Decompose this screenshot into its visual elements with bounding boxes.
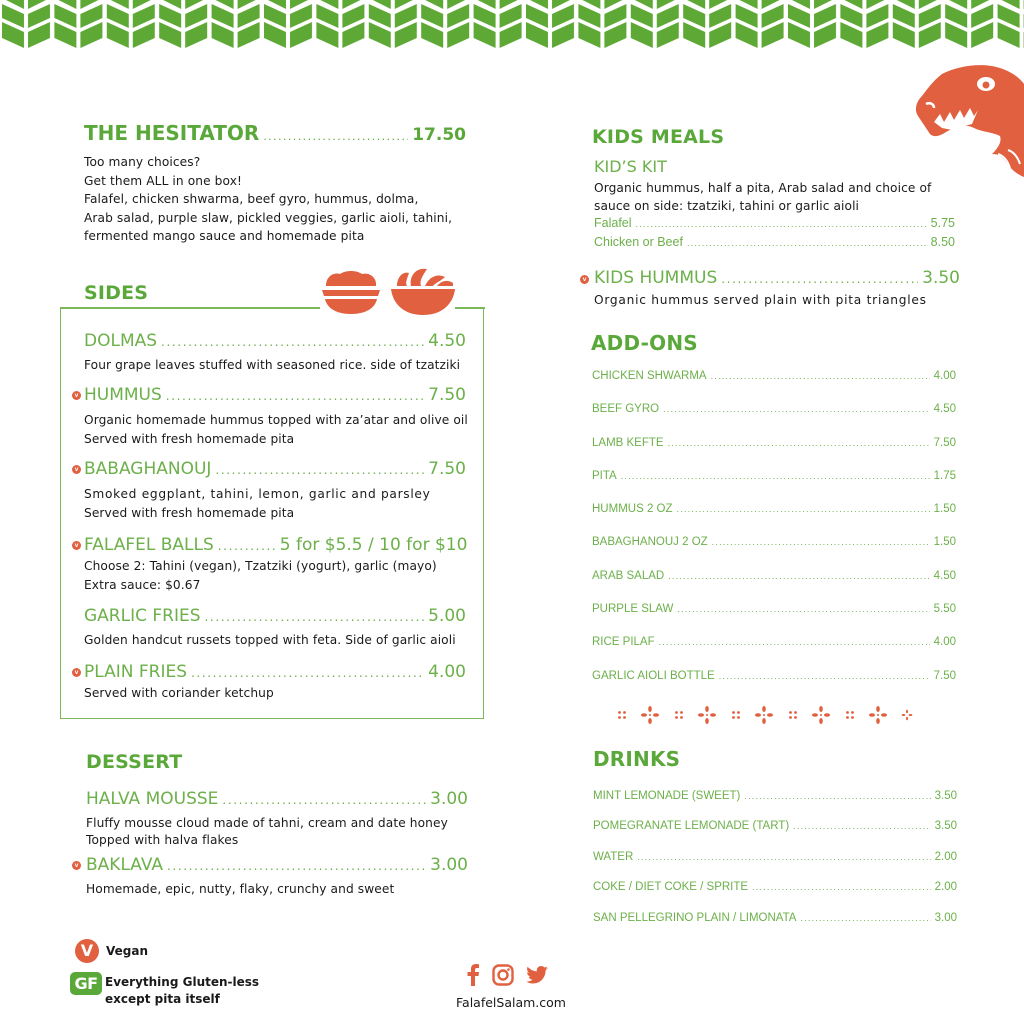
vegan-icon: v bbox=[72, 861, 81, 870]
add-on-item bbox=[592, 536, 956, 569]
option-price: 5.75 bbox=[930, 216, 955, 230]
item-price: 7.50 bbox=[428, 459, 466, 479]
item-name: KIDS HUMMUS bbox=[594, 268, 718, 288]
vegan-icon: v bbox=[72, 541, 81, 550]
drink-item bbox=[593, 790, 957, 820]
item-name: BAKLAVA bbox=[86, 855, 164, 875]
item-description bbox=[86, 880, 394, 899]
desc-line: Extra sauce: $0.67 bbox=[84, 577, 201, 592]
drink-item bbox=[593, 851, 957, 881]
leader-dots bbox=[218, 539, 276, 553]
leader-dots bbox=[263, 129, 408, 143]
item-price: 7.50 bbox=[428, 385, 466, 405]
add-on-item bbox=[592, 603, 956, 636]
item-price: 3.50 bbox=[922, 268, 960, 288]
item-description bbox=[84, 684, 274, 703]
leader-dots bbox=[793, 821, 930, 831]
leader-dots bbox=[161, 335, 424, 349]
kids-meals-heading: KIDS MEALS bbox=[592, 126, 725, 148]
item-price: 1.50 bbox=[933, 503, 956, 516]
item-name: PLAIN FRIES bbox=[84, 662, 188, 682]
hesitator-price: 17.50 bbox=[412, 125, 466, 145]
item-price: 1.50 bbox=[933, 536, 956, 549]
leader-dots bbox=[677, 604, 929, 614]
add-on-item bbox=[592, 370, 956, 403]
option-name: Falafel bbox=[594, 216, 632, 230]
leader-dots bbox=[687, 238, 927, 248]
dessert-heading: DESSERT bbox=[86, 751, 183, 773]
vegan-legend-icon: V bbox=[75, 939, 99, 963]
item-name: PITA bbox=[592, 469, 617, 482]
drinks-list bbox=[593, 790, 957, 942]
item-name: DOLMAS bbox=[84, 331, 158, 351]
gluten-free-legend-label bbox=[105, 974, 259, 1008]
hesitator-description bbox=[84, 153, 484, 246]
desc-line: Homemade, epic, nutty, flaky, crunchy and sweet bbox=[86, 882, 395, 896]
item-description bbox=[84, 631, 456, 650]
leader-dots bbox=[636, 219, 927, 229]
menu-item-garlic-fries bbox=[84, 606, 466, 626]
item-price: 4.50 bbox=[933, 569, 956, 582]
leader-dots bbox=[712, 537, 930, 547]
vegan-icon: v bbox=[72, 668, 81, 677]
gluten-free-legend-icon: GF bbox=[70, 972, 102, 995]
item-price: 5 for $5.5 / 10 for $10 bbox=[279, 535, 468, 555]
leader-dots bbox=[205, 610, 425, 624]
item-name: RICE PILAF bbox=[592, 636, 655, 649]
menu-item-babaghanouj bbox=[84, 459, 466, 479]
item-name: HUMMUS bbox=[84, 385, 162, 405]
social-links bbox=[466, 962, 556, 988]
add-on-item bbox=[592, 437, 956, 470]
add-ons-list bbox=[592, 370, 956, 703]
item-name: FALAFEL BALLS bbox=[84, 535, 214, 555]
item-name: SAN PELLEGRINO PLAIN / LIMONATA bbox=[593, 911, 797, 924]
item-price: 4.00 bbox=[933, 636, 956, 649]
leader-dots bbox=[166, 389, 424, 403]
box-border bbox=[60, 307, 320, 309]
leader-dots bbox=[621, 471, 930, 481]
leader-dots bbox=[167, 859, 426, 873]
item-name: GARLIC FRIES bbox=[84, 606, 201, 626]
add-on-item bbox=[592, 503, 956, 536]
leader-dots bbox=[663, 404, 930, 414]
item-price: 1.75 bbox=[933, 469, 956, 482]
vegan-icon: v bbox=[72, 465, 81, 474]
leader-dots bbox=[637, 852, 930, 862]
item-price: 4.00 bbox=[428, 662, 466, 682]
item-description bbox=[84, 356, 460, 375]
item-price: 3.00 bbox=[430, 855, 468, 875]
item-description bbox=[84, 411, 468, 448]
leader-dots bbox=[191, 666, 424, 680]
item-price: 3.50 bbox=[934, 790, 957, 802]
leader-dots bbox=[711, 371, 930, 381]
item-price: 3.00 bbox=[934, 911, 957, 924]
drinks-heading: DRINKS bbox=[593, 747, 681, 771]
option-price: 8.50 bbox=[930, 235, 955, 249]
facebook-icon[interactable] bbox=[466, 964, 480, 986]
vegan-legend-label: Vegan bbox=[106, 944, 148, 958]
desc-line: Served with fresh homemade pita bbox=[84, 431, 295, 446]
desc-line: Topped with halva flakes bbox=[86, 832, 239, 847]
item-name: COKE / DIET COKE / SPRITE bbox=[593, 881, 749, 894]
kids-kit-title: KID’S KIT bbox=[594, 157, 667, 176]
item-price: 2.00 bbox=[934, 881, 957, 894]
desc-line: Get them ALL in one box! bbox=[84, 173, 242, 188]
kids-kit-description bbox=[594, 179, 931, 215]
item-price: 4.50 bbox=[933, 403, 956, 416]
item-name: MINT LEMONADE (SWEET) bbox=[593, 790, 741, 802]
desc-line: Organic homemade hummus topped with za’atar and olive oil bbox=[84, 413, 468, 427]
item-name: HALVA MOUSSE bbox=[86, 789, 219, 809]
item-description bbox=[84, 485, 431, 522]
desc-line: Fluffy mousse cloud made of tahni, cream and date honey bbox=[86, 816, 448, 830]
item-price: 3.00 bbox=[430, 789, 468, 809]
hesitator-title-row bbox=[84, 121, 466, 145]
desc-line: Smoked eggplant, tahini, lemon, garlic and parsley bbox=[84, 487, 431, 501]
desc-line: Falafel, chicken shwarma, beef gyro, hummus, dolma, bbox=[84, 192, 419, 206]
item-name: WATER bbox=[593, 850, 634, 863]
box-border bbox=[455, 307, 485, 309]
menu-item-falafel-balls bbox=[84, 535, 466, 555]
leader-dots bbox=[800, 913, 930, 923]
vegan-icon: v bbox=[72, 391, 81, 400]
item-name: PURPLE SLAW bbox=[592, 603, 674, 616]
item-name: CHICKEN SHWARMA bbox=[592, 370, 707, 382]
item-name: ARAB SALAD bbox=[592, 569, 665, 582]
item-name: BABAGHANOUJ bbox=[84, 459, 212, 479]
leader-dots bbox=[752, 882, 931, 892]
item-name: POMEGRANATE LEMONADE (TART) bbox=[593, 820, 790, 833]
drink-item bbox=[593, 820, 957, 850]
desc-line: Organic hummus, half a pita, Arab salad and choice of bbox=[594, 181, 932, 195]
desc-line: Arab salad, purple slaw, pickled veggies, garlic aioli, tahini, bbox=[84, 210, 453, 225]
legend-line: Everything Gluten-less bbox=[105, 975, 260, 989]
desc-line: Too many choices? bbox=[84, 155, 201, 169]
menu-item-baklava bbox=[86, 855, 468, 875]
item-price: 3.50 bbox=[934, 820, 957, 833]
item-name: LAMB KEFTE bbox=[592, 436, 664, 449]
leader-dots bbox=[222, 793, 426, 807]
sides-heading: SIDES bbox=[84, 282, 149, 304]
item-description bbox=[86, 815, 448, 848]
option-name: Chicken or Beef bbox=[594, 235, 683, 249]
item-name: HUMMUS 2 OZ bbox=[592, 503, 673, 516]
item-price: 7.50 bbox=[933, 669, 956, 682]
add-on-item bbox=[592, 570, 956, 603]
item-price: 4.50 bbox=[428, 331, 466, 351]
desc-line: Four grape leaves stuffed with seasoned rice. side of tzatziki bbox=[84, 358, 461, 372]
item-price: 2.00 bbox=[934, 850, 957, 863]
chevron-border-decoration bbox=[0, 0, 1024, 50]
leader-dots bbox=[677, 504, 930, 514]
drink-item bbox=[593, 881, 957, 911]
leader-dots bbox=[721, 272, 918, 286]
menu-item-halva-mousse bbox=[86, 789, 468, 809]
leader-dots bbox=[719, 671, 930, 681]
vegan-icon: v bbox=[580, 275, 589, 284]
item-name: GARLIC AIOLI BOTTLE bbox=[592, 669, 715, 682]
menu-item-hummus bbox=[84, 385, 466, 405]
kids-kit-option-chicken-beef bbox=[594, 235, 955, 249]
item-name: BEEF GYRO bbox=[592, 403, 660, 416]
add-on-item bbox=[592, 636, 956, 669]
drink-item bbox=[593, 912, 957, 942]
dinosaur-illustration bbox=[912, 62, 1024, 177]
item-description: Organic hummus served plain with pita triangles bbox=[594, 293, 927, 307]
menu-item-dolmas bbox=[84, 331, 466, 351]
kids-kit-option-falafel bbox=[594, 216, 955, 230]
leader-dots bbox=[744, 791, 930, 801]
add-on-item bbox=[592, 470, 956, 503]
hesitator-title: THE HESITATOR bbox=[84, 121, 260, 145]
website-link[interactable]: FalafelSalam.com bbox=[456, 995, 566, 1010]
leader-dots bbox=[668, 438, 930, 448]
legend-line: except pita itself bbox=[105, 992, 220, 1006]
add-on-item bbox=[592, 670, 956, 703]
desc-line: fermented mango sauce and homemade pita bbox=[84, 229, 365, 243]
item-price: 5.00 bbox=[428, 606, 466, 626]
item-name: BABAGHANOUJ 2 OZ bbox=[592, 536, 708, 549]
item-price: 7.50 bbox=[933, 436, 956, 449]
menu-item-plain-fries bbox=[84, 662, 466, 682]
item-price: 4.00 bbox=[933, 370, 956, 382]
leader-dots bbox=[668, 571, 929, 581]
menu-item-kids-hummus bbox=[594, 268, 960, 288]
item-description bbox=[84, 557, 437, 594]
desc-line: sauce on side: tzatziki, tahini or garlic aioli bbox=[594, 199, 860, 213]
twitter-icon[interactable] bbox=[526, 966, 548, 984]
desc-line: Served with fresh homemade pita bbox=[84, 505, 295, 520]
instagram-icon[interactable] bbox=[492, 964, 514, 986]
leader-dots bbox=[215, 463, 424, 477]
leader-dots bbox=[659, 637, 930, 647]
ornament-divider bbox=[618, 704, 918, 726]
desc-line: Golden handcut russets topped with feta. Side of garlic aioli bbox=[84, 633, 456, 647]
desc-line: Choose 2: Tahini (vegan), Tzatziki (yogurt), garlic (mayo) bbox=[84, 559, 437, 573]
add-ons-heading: ADD-ONS bbox=[591, 331, 698, 355]
add-on-item bbox=[592, 403, 956, 436]
item-price: 5.50 bbox=[933, 603, 956, 616]
desc-line: Served with coriander ketchup bbox=[84, 686, 274, 700]
